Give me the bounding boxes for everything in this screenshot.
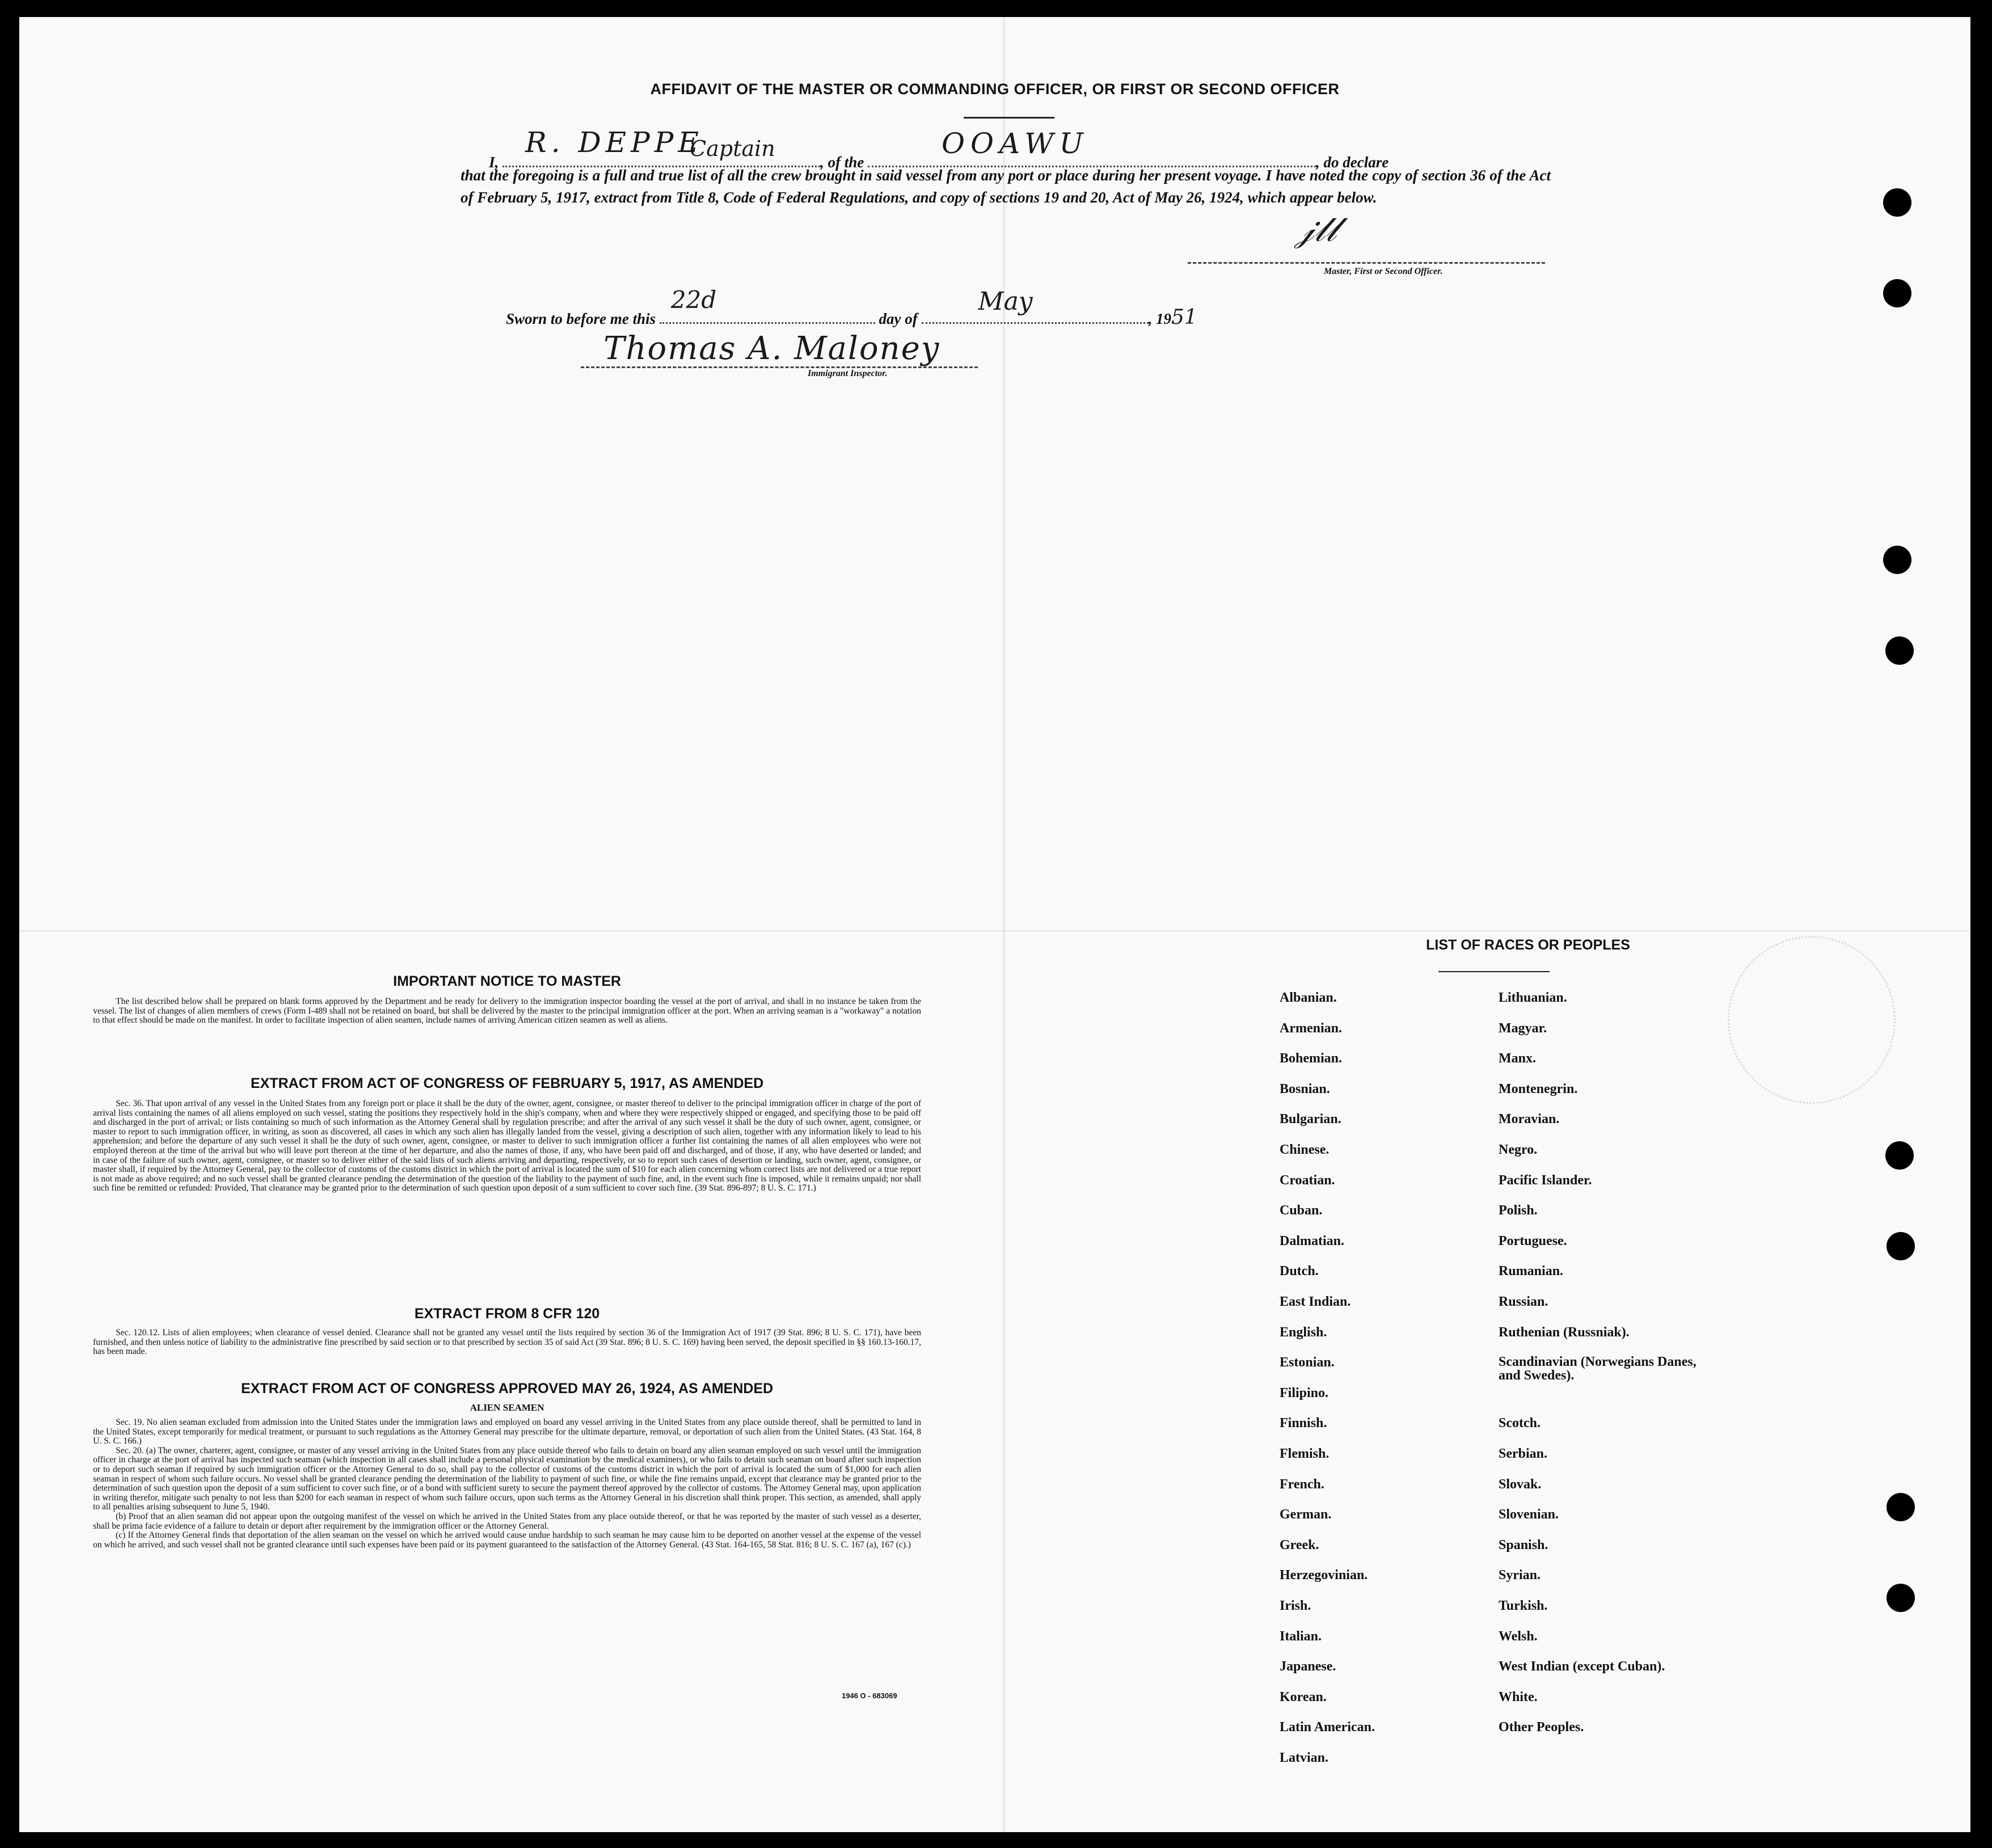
race-item: White. <box>1499 1689 1538 1704</box>
punch-hole-icon <box>1883 188 1911 217</box>
race-item: Slovak. <box>1499 1476 1542 1492</box>
race-item: Portuguese. <box>1499 1233 1567 1248</box>
officer-caption: Master, First or Second Officer. <box>1324 267 1443 276</box>
of-the-text: , of the <box>820 154 864 171</box>
horizontal-fold-line <box>19 930 1970 931</box>
master-signature: 𝒿𝓁𝓁 <box>1295 210 1337 250</box>
notice-title: IMPORTANT NOTICE TO MASTER <box>393 973 621 989</box>
punch-hole-icon <box>1885 636 1914 665</box>
sworn-line <box>506 286 1197 329</box>
race-item: Montenegrin. <box>1499 1081 1578 1096</box>
master-signature-line <box>1188 262 1545 264</box>
faint-seal-stamp <box>1728 936 1896 1104</box>
race-item: Bulgarian. <box>1280 1112 1341 1127</box>
inspector-signature: Thomas A. Maloney <box>603 330 940 367</box>
race-item: Negro. <box>1499 1142 1538 1157</box>
race-item: Dalmatian. <box>1280 1233 1344 1248</box>
race-item: Herzegovinian. <box>1280 1568 1368 1583</box>
section-label: Sec. 120.12. <box>116 1328 160 1338</box>
punch-hole-icon <box>1887 1584 1915 1612</box>
race-item: Chinese. <box>1280 1142 1330 1157</box>
race-item: Syrian. <box>1499 1568 1541 1583</box>
race-item: Albanian. <box>1280 990 1337 1005</box>
affidavit-title: AFFIDAVIT OF THE MASTER OR COMMANDING OFFICER, OR FIRST OR SECOND OFFICER <box>650 81 1340 98</box>
race-item: Slovenian. <box>1499 1507 1559 1522</box>
day-blank <box>660 286 875 324</box>
race-item: Latvian. <box>1280 1750 1329 1765</box>
race-item: Scotch. <box>1499 1416 1541 1431</box>
race-item: Scandinavian (Norwegians Danes, and Swedes). <box>1499 1355 1696 1383</box>
section-text: Lists of alien employees; when clearance of vessel denied. Clearance shall not be granted any vessel until the lists required by section 36 of the Immigration Act of 1917 (39 Stat. 896; 8 U. S. C. 171), have been furnished, and then unless notice of liability to the administrative fine prescribed by said section or to that prescribed by section 35 of said Act (39 Stat. 896; 8 U. S. C. 169) having been served, the deposit specified in §§ 160.13-160.17, has been made. <box>93 1328 921 1357</box>
race-item: Russian. <box>1499 1294 1548 1309</box>
sec-20b-paragraph: (b) Proof that an alien seaman did not appear upon the outgoing manifest of the vessel on which he arrived in the United States from any place outside thereof, or that he was reported by the master of such vessel as a deserter, shall be prima facie evidence of a failure to detain or deport after requirement by the immigration officer or the Attorney General. <box>93 1511 921 1531</box>
extract-1924-title: EXTRACT FROM ACT OF CONGRESS APPROVED MAY 26, 1924, AS AMENDED <box>240 1381 774 1396</box>
month-blank <box>922 287 1149 324</box>
race-item: Polish. <box>1499 1203 1538 1218</box>
title-rule <box>964 117 1054 119</box>
race-item: Bosnian. <box>1280 1081 1330 1096</box>
race-item: Greek. <box>1280 1537 1319 1552</box>
race-item: Japanese. <box>1280 1659 1336 1674</box>
race-item: Manx. <box>1499 1051 1536 1066</box>
race-item: Ruthenian (Russniak). <box>1499 1324 1630 1340</box>
section-text: That upon arrival of any vessel in the United States from any foreign port or place it shall be the duty of the owner, agent, consignee, or master thereof to deliver to the principal immigration officer in charge of the port of arrival lists containing the names of all aliens employed on such vessel, stating the positions they respectively hold in the ship's company, when and where they were respectively shipped or engaged, and specifying those to be paid off and discharged in the port of arrival; or lists containing so much of such information as the Attorney General shall by regulation prescribe; and after the arrival of any such vessel it shall be the duty of such owner, agent, consignee, or master to report to such immigration officer, in writing, as soon as discovered, all cases in which any such alien has illegally landed from the vessel, giving a description of such alien, together with any information likely to lead to his apprehension; and before the departure of any such vessel it shall be the duty of such owner, agent, consignee, or master to deliver to such immigration officer a further list containing the names of all alien employees who were not employed thereon at the time of the arrival but who will leave port thereon at the time of her departure, and also the names of those, if any, who have been paid off and discharged, and of those, if any, who have deserted or landed; and in case of the failure of such owner, agent, consignee, or master so to deliver either of the said lists of such aliens arriving and departing, respectively, or so to report such cases of desertion or landing, such owner, agent, consignee, or master shall, if required by the Attorney General, pay to the collector of customs of the customs district in which the port of arrival is located the sum of $10 for each alien concerning whom correct lists are not delivered or a true report is not made as above required; and no such vessel shall be granted clearance pending the determination of the question of the liability to the payment of such fine, and, in the event such fine is imposed, while it remains unpaid; nor shall such fine be remitted or refunded: Provided, That clearance may be granted prior to the determination of such question upon deposit of a sum sufficient to cover such fine. (39 Stat. 896-897; 8 U. S. C. 171.) <box>93 1099 921 1193</box>
race-item: Filipino. <box>1280 1385 1329 1400</box>
race-item: Other Peoples. <box>1499 1720 1584 1735</box>
notice-body: The list described below shall be prepared on blank forms approved by the Department and be ready for delivery to the immigration inspector boarding the vessel at the port of arrival, and shall in no instance be taken from the vessel. The list of changes of alien members of crews (Form I-489 shall not be retained on board, but shall be delivered by the master to the principal immigration officer at the port. When an arriving seaman is a "workaway" a notation to that effect should be made on the manifest. In order to facilitate inspection of alien seamen, include names of arriving American citizen seamen as well as aliens. <box>93 997 921 1026</box>
race-item: Pacific Islander. <box>1499 1172 1592 1188</box>
inspector-signature-line <box>581 366 978 368</box>
race-item: Italian. <box>1280 1628 1322 1644</box>
day-of-text: day of <box>879 310 918 327</box>
month-handwritten: May <box>978 287 1033 316</box>
race-item: Spanish. <box>1499 1537 1548 1552</box>
extract-cfr-title: EXTRACT FROM 8 CFR 120 <box>414 1306 600 1322</box>
sworn-prefix: Sworn to before me this <box>506 310 656 327</box>
race-item: Welsh. <box>1499 1628 1538 1644</box>
race-item: Lithuanian. <box>1499 990 1567 1005</box>
extract-1924-subtitle: ALIEN SEAMEN <box>470 1402 545 1413</box>
print-code: 1946 O - 683069 <box>842 1691 897 1700</box>
sec-19-paragraph: Sec. 19. No alien seaman excluded from admission into the United States under the immigration laws and employed on board any vessel arriving in the United States from any place outside thereof, shall be permitted to land in the United States, except temporarily for medical treatment, or pursuant to such regulations as the Attorney General may prescribe for the ultimate departure, removal, or deportation of such alien from the United States. (43 Stat. 164, 8 U. S. C. 166.) <box>93 1417 921 1446</box>
punch-hole-icon <box>1883 546 1911 574</box>
vessel-name-handwritten: OOAWU <box>942 127 1089 160</box>
race-item: Flemish. <box>1280 1446 1330 1461</box>
master-name-handwritten: R. DEPPE <box>525 126 703 159</box>
punch-hole-icon <box>1885 1141 1914 1170</box>
race-item: English. <box>1280 1324 1327 1340</box>
race-item: East Indian. <box>1280 1294 1351 1309</box>
extract-1924-body <box>93 1418 921 1550</box>
race-item: Bohemian. <box>1280 1051 1343 1066</box>
race-item: Cuban. <box>1280 1203 1323 1218</box>
year-handwritten: 51 <box>1171 306 1197 329</box>
document-page <box>19 17 1970 1832</box>
race-item: Serbian. <box>1499 1446 1548 1461</box>
race-item: German. <box>1280 1507 1332 1522</box>
declaration-paragraph: that the foregoing is a full and true list of all the crew brought in said vessel from any port or place during her present voyage. I have noted the copy of section 36 of the Act of February 5, 1917, extract from Title 8, Code of Federal Regulations, and copy of sections 19 and 20, Act of May 26, 1924, which appear below. <box>461 167 1551 206</box>
punch-hole-icon <box>1887 1232 1915 1260</box>
race-item: Korean. <box>1280 1689 1327 1704</box>
punch-hole-icon <box>1887 1493 1915 1521</box>
race-item: French. <box>1280 1476 1324 1492</box>
day-handwritten: 22d <box>670 286 717 314</box>
race-item: Turkish. <box>1499 1598 1548 1613</box>
race-item: Latin American. <box>1280 1720 1375 1735</box>
extract-1917-body <box>93 1099 921 1193</box>
race-item: Croatian. <box>1280 1172 1335 1188</box>
race-item: Rumanian. <box>1499 1264 1564 1279</box>
race-item: Moravian. <box>1499 1112 1560 1127</box>
race-item: Magyar. <box>1499 1020 1547 1036</box>
race-item: West Indian (except Cuban). <box>1499 1659 1665 1674</box>
sec-20a-paragraph: Sec. 20. (a) The owner, charterer, agent, consignee, or master of any vessel arriving in the United States from any place outside thereof who fails to detain on board any alien seaman employed on such vessel until the immigration officer in charge at the port of arrival has inspected such seaman (which inspection in all cases shall include a personal physical examination by the medical examiners), or who fails to detain such seaman on board after such inspection or to deport such seaman if required by such immigration officer or the Attorney General to do so, shall pay to the collector of customs of the customs district in which the port of arrival is located the sum of $1,000 for each alien seaman in respect of whom such failure occurs. No vessel shall be granted clearance pending the determination of the liability to payment of such fine, or while the fine remains unpaid, except that clearance may be granted prior to the determination of such question upon the deposit of a sum sufficient to cover such fine, or of a bond with sufficient surety to secure the payment thereof approved by the collector of customs. The Attorney General may, upon application in writing therefor, mitigate such penalty to not less than $200 for each seaman in respect of whom such failure occurs, upon such terms as the Attorney General in his discretion shall think proper. This section, as amended, shall apply to all penalties arising subsequent to June 5, 1940. <box>93 1445 921 1512</box>
race-item: Irish. <box>1280 1598 1311 1613</box>
sec-20c-paragraph: (c) If the Attorney General finds that deportation of the alien seaman on the vessel on which he arrived would cause undue hardship to such seaman he may cause him to be deported on another vessel at the expense of the vessel on which he arrived, and such vessel shall not be granted clearance until such expenses have been paid or its payment guaranteed to the satisfaction of the Attorney General. (43 Stat. 164-165, 58 Stat. 816; 8 U. S. C. 167 (a), 167 (c).) <box>93 1530 921 1550</box>
year-prefix: , 19 <box>1148 310 1172 327</box>
race-item: Finnish. <box>1280 1416 1327 1431</box>
races-title: LIST OF RACES OR PEOPLES <box>1426 937 1630 953</box>
inspector-caption: Immigrant Inspector. <box>808 369 888 378</box>
race-item: Armenian. <box>1280 1020 1342 1036</box>
extract-cfr-body <box>93 1328 921 1357</box>
do-declare-text: , do declare <box>1316 154 1389 171</box>
declaration-prefix: I, <box>489 154 499 171</box>
race-item: Estonian. <box>1280 1355 1335 1370</box>
rank-handwritten: Captain <box>690 136 775 161</box>
section-label: Sec. 36. <box>116 1099 144 1108</box>
race-item: Dutch. <box>1280 1264 1319 1279</box>
punch-hole-icon <box>1883 279 1911 307</box>
races-title-rule <box>1438 971 1550 972</box>
extract-1917-title: EXTRACT FROM ACT OF CONGRESS OF FEBRUARY 5, 1917, AS AMENDED <box>250 1075 764 1091</box>
